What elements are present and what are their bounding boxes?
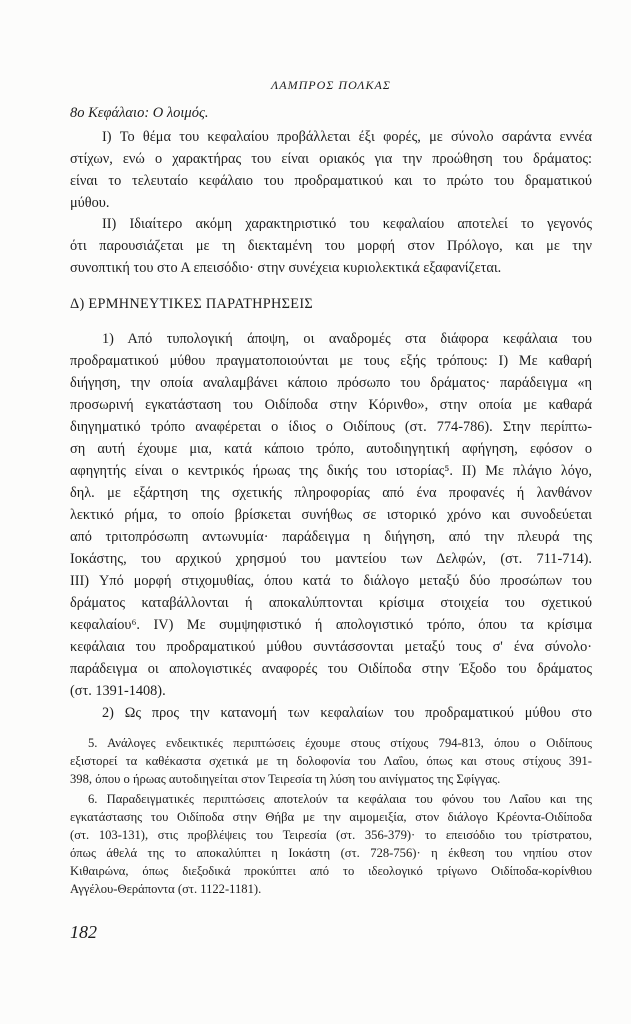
paragraph-1 bbox=[70, 328, 592, 702]
text-line: 2) Ως προς την κατανομή των κεφαλαίων του προδραματικού μύθου στο bbox=[102, 705, 592, 721]
running-head: ΛΑΜΠΡΟΣ ΠΟΛΚΑΣ bbox=[271, 78, 391, 92]
text-line: διηγηματικό τρόπο αναφέρεται ο ίδιος ο Οιδίπους (στ. 774-786). Στην περίπτω- bbox=[70, 419, 592, 435]
body-text bbox=[70, 328, 592, 724]
paragraph-ii bbox=[70, 213, 592, 279]
section-heading: Δ) ΕΡΜΗΝΕΥΤΙΚΕΣ ΠΑΡΑΤΗΡΗΣΕΙΣ bbox=[70, 296, 314, 312]
text-line: Κιθαιρώνα, όπως διεξοδικά προκύπτει από το ιδεολογικό τρίγωνο Οιδίποδα-κορίνθιου bbox=[70, 864, 592, 878]
text-line: λεκτικό ρήμα, το οποίο βρίσκεται συνήθως σε ιστορικό χρόνο και συνοδεύεται bbox=[70, 507, 592, 523]
text-line: II) Ιδιαίτερο ακόμη χαρακτηριστικό του κεφαλαίου αποτελεί το γεγονός bbox=[102, 216, 592, 232]
text-line: συνοπτική του στο Α επεισόδιο· στην συνέχεια κυριολεκτικά εξαφανίζεται. bbox=[70, 260, 502, 276]
text-line: ότι παρουσιάζεται με τη διεκταμένη του μορφή στον Πρόλογο, και με την bbox=[70, 238, 592, 254]
text-line: 1) Από τυπολογική άποψη, οι αναδρομές στα διάφορα κεφάλαια του bbox=[102, 331, 592, 347]
text-line: Ιοκάστης, του αρχικού χρησμού του μαντείου των Δελφών, (στ. 711-714). bbox=[70, 551, 592, 567]
text-line: κεφαλαίου⁶. IV) Με συμψηφιστικό ή απολογιστικό τρόπο, όπου τα κρίσιμα bbox=[70, 617, 592, 633]
paragraph-2 bbox=[70, 702, 592, 724]
paragraph-i bbox=[70, 126, 592, 214]
text-line: III) Υπό μορφή στιχομυθίας, όπου κατά το διάλογο μεταξύ δύο προσώπων του bbox=[70, 573, 592, 589]
text-line: I) Το θέμα του κεφαλαίου προβάλλεται έξι φορές, με σύνολο σαράντα εννέα bbox=[102, 129, 592, 145]
text-line: από τριτοπρόσωπη αντωνυμία· παράδειγμα η διήγηση, από την πλευρά της bbox=[70, 529, 592, 545]
text-line: εγκατάστασης του Οιδίποδα στην Θήβα με την αιμομειξία, στον διάλογο Κρέοντα-Οιδίποδα bbox=[70, 810, 592, 824]
text-line: ση αυτή έχουμε μια, κατά κάποιο τρόπο, αυτοδιηγητική αφήγηση, εφόσον ο bbox=[70, 441, 592, 457]
text-line: μύθου. bbox=[70, 195, 110, 211]
text-line: δράματος καταβάλλονται ή αποκαλύπτονται κρίσιμα στοιχεία του σχετικού bbox=[70, 595, 592, 611]
text-line: 6. Παραδειγματικές περιπτώσεις αποτελούν τα κεφάλαια του φόνου του Λαΐου και της bbox=[88, 792, 592, 806]
text-line: παράδειγμα οι απολογιστικές αναφορές του Οιδίποδα στην Έξοδο του δράματος bbox=[70, 661, 592, 677]
text-line: διήγηση, την οποία αναλαμβάνει κάποιο πρόσωπο του δράματος· παράδειγμα «η bbox=[70, 375, 592, 391]
text-line: δηλ. με εξάρτηση της σχετικής πληροφορίας από ένα προφανές ή λανθάνον bbox=[70, 485, 592, 501]
footnote-6 bbox=[70, 790, 592, 898]
text-line: Αγγέλου-Θεράποντα (στ. 1122-1181). bbox=[70, 882, 262, 896]
text-line: προσωρινή εγκατάσταση του Οιδίποδα στην Κόρινθο», στην οποία με καθαρά bbox=[70, 397, 592, 413]
text-line: (στ. 1391-1408). bbox=[70, 683, 166, 699]
text-line: αφηγητής είναι ο κεντρικός ήρωας της δικής του ιστορίας⁵. II) Με πλάγιο λόγο, bbox=[70, 463, 592, 479]
text-line: 5. Ανάλογες ενδεικτικές περιπτώσεις έχουμε στους στίχους 794-813, όπου ο Οιδίπους bbox=[88, 736, 592, 750]
text-line: στίχων, ενώ ο χαρακτήρας του είναι οριακός για την προώθηση του δράματος: bbox=[70, 151, 592, 167]
text-line: είναι το τελευταίο κεφάλαιο του προδραματικού και το πρώτο του δραματικού bbox=[70, 173, 592, 189]
text-line: προδραματικού μύθου πραγματοποιούνται με τους εξής τρόπους: I) Με καθαρή bbox=[70, 353, 592, 369]
footnote-5 bbox=[70, 734, 592, 788]
text-line: εξιστορεί τα καθέκαστα σχετικά με τη δολοφονία του Λαΐου, όπως και στους στίχους 391- bbox=[70, 754, 592, 768]
text-line: όπως άθελά της το αποκαλύπτει η Ιοκάστη (στ. 728-756)· η έκθεση του νηπίου στον bbox=[70, 846, 592, 860]
chapter-heading: 8ο Κεφάλαιο: Ο λοιμός. bbox=[70, 105, 209, 121]
text-line: (στ. 103-131), στις προβλέψεις του Τειρεσία (στ. 356-379)· το επεισόδιο του τρίστρατου, bbox=[70, 828, 592, 842]
text-line: 398, όπου ο ήρωας αυτοδιηγείται στον Τειρεσία τη λύση του αινίγματος της Σφίγγας. bbox=[70, 772, 501, 786]
text-line: κεφάλαια του προδραματικού μύθου συντάσσονται μεταξύ τους σ' ένα σύνολο· bbox=[70, 639, 592, 655]
page-number: 182 bbox=[70, 922, 97, 942]
